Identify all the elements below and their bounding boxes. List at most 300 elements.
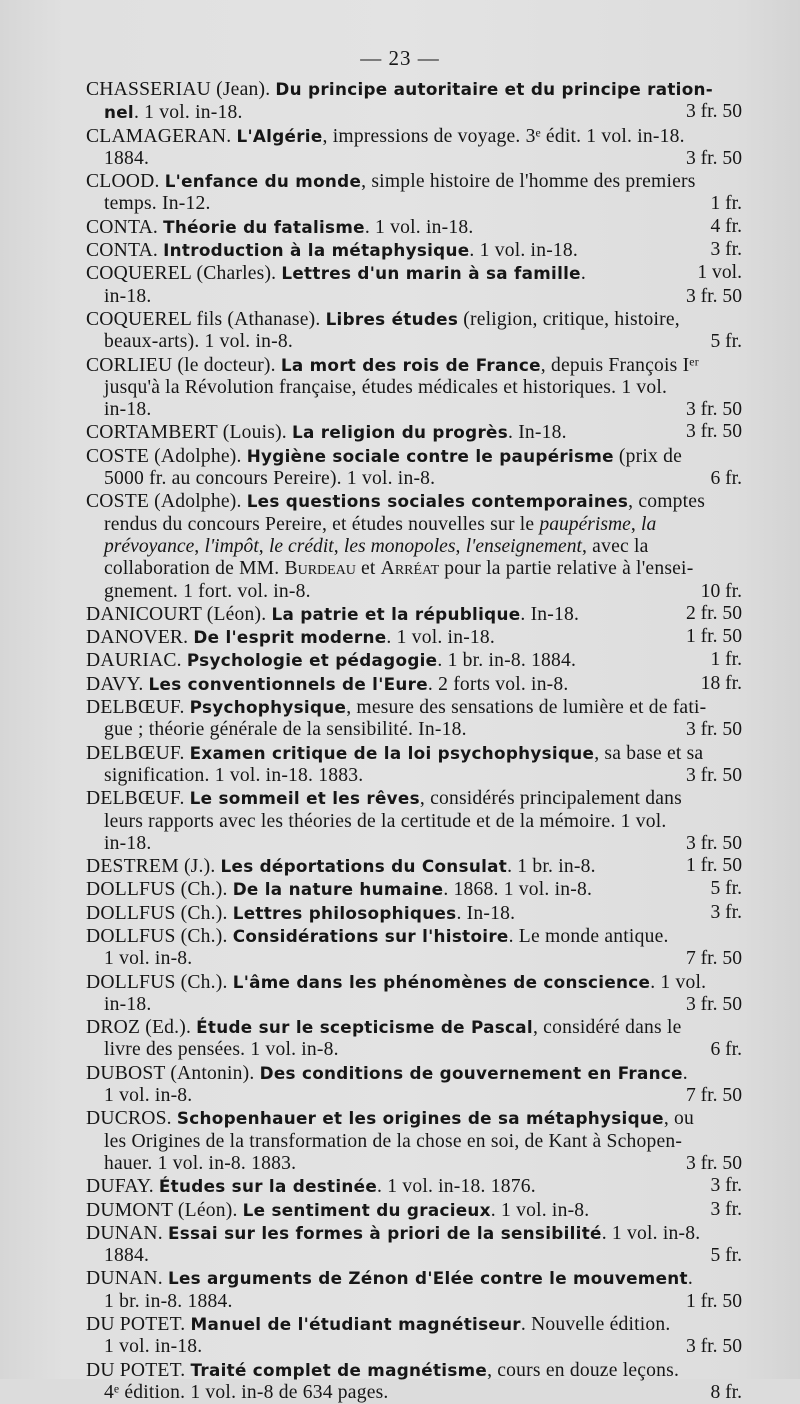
entry-detail: DOLLFUS (Ch.). xyxy=(86,902,233,924)
entry-line xyxy=(86,1153,742,1175)
catalog-entry xyxy=(86,603,742,626)
italic-text: paupérisme xyxy=(539,513,631,535)
entry-text xyxy=(104,286,151,308)
entry-line xyxy=(86,1267,742,1290)
entry-line xyxy=(86,1313,742,1336)
entry-detail: CONTA. xyxy=(86,240,164,262)
catalog-entry xyxy=(86,626,742,649)
entry-text xyxy=(86,125,685,148)
entry-detail: DUBOST (Antonin). xyxy=(86,1062,260,1084)
entry-text xyxy=(86,1175,536,1198)
price: 3 fr. xyxy=(710,901,742,923)
entry-line xyxy=(86,855,742,878)
entry-detail: , xyxy=(194,535,205,557)
entry-detail: CORLIEU (le docteur). xyxy=(86,354,281,376)
entry-detail: . In-18. xyxy=(520,603,580,625)
entry-detail: livre des pensées. 1 vol. in-8. xyxy=(104,1039,339,1061)
entry-text xyxy=(86,673,569,696)
catalog-entry xyxy=(86,170,742,216)
entry-line xyxy=(86,1291,742,1313)
catalog-entry xyxy=(86,855,742,878)
entry-detail: . 1 br. in-8. xyxy=(507,856,596,878)
entry-line xyxy=(86,1016,742,1039)
entry-detail: COSTE (Adolphe). xyxy=(86,491,247,513)
entry-detail: et xyxy=(355,558,381,580)
entry-line xyxy=(86,878,742,901)
price: 3 fr. 50 xyxy=(685,1152,742,1174)
book-title: Théorie du fatalisme xyxy=(163,216,365,237)
price: 1 fr. 50 xyxy=(685,1290,742,1312)
entry-detail: 1 br. in-8. 1884. xyxy=(104,1290,233,1312)
book-title: Le sentiment du gracieux xyxy=(242,1199,491,1220)
price: 3 fr. 50 xyxy=(685,101,742,123)
entry-detail: , xyxy=(258,535,269,557)
entry-line xyxy=(86,125,742,148)
entry-detail: . In-18. xyxy=(456,902,516,924)
catalog-entry xyxy=(86,742,742,788)
italic-text: la xyxy=(641,513,657,535)
book-title: Examen critique de la loi psychophysique xyxy=(189,742,595,763)
catalog-entry xyxy=(86,490,742,602)
italic-text: l'enseignement xyxy=(465,535,582,557)
entry-line xyxy=(86,170,742,193)
entry-detail: DUMONT (Léon). xyxy=(86,1199,243,1221)
entry-detail: 1 vol. in-8. xyxy=(104,1085,193,1107)
catalog-entry xyxy=(86,1062,742,1108)
entry-detail: , cours en douze leçons. xyxy=(487,1359,680,1381)
entry-text xyxy=(86,78,713,101)
entry-text xyxy=(86,603,579,626)
entry-line xyxy=(86,581,742,603)
price: 1 vol. xyxy=(697,262,742,284)
entry-text xyxy=(86,308,680,331)
entry-detail: DU POTET. xyxy=(86,1314,191,1336)
entry-detail: DELBŒUF. xyxy=(86,742,190,764)
price: 5 fr. xyxy=(710,1245,742,1267)
entry-line xyxy=(86,1062,742,1085)
entry-line xyxy=(86,101,742,124)
entry-detail: CORTAMBERT (Louis). xyxy=(86,422,293,444)
price: 1 fr. xyxy=(710,193,742,215)
entry-detail: signification. 1 vol. in-18. 1883. xyxy=(104,764,364,786)
entry-text xyxy=(86,742,703,765)
entry-line xyxy=(86,558,742,580)
entry-line xyxy=(86,925,742,948)
entry-text xyxy=(104,193,211,215)
book-title: Libres études xyxy=(325,308,459,329)
collaborator-name: Burdeau xyxy=(284,558,356,580)
book-title: Les arguments de Zénon d'Elée contre le mouvement xyxy=(167,1268,688,1289)
entry-detail: DOLLFUS (Ch.). xyxy=(86,925,233,947)
book-title: De l'esprit moderne xyxy=(193,627,387,648)
price: 5 fr. xyxy=(710,878,742,900)
entry-detail: , sa base et sa xyxy=(594,742,704,764)
entry-detail: CHASSERIAU (Jean). xyxy=(86,79,276,100)
entry-text xyxy=(104,377,667,399)
entry-text xyxy=(86,1062,688,1085)
price: 4 fr. xyxy=(710,215,742,237)
book-title: L'Algérie xyxy=(236,125,323,146)
entry-line xyxy=(86,1085,742,1107)
entry-text xyxy=(104,765,363,787)
price: 1 fr. xyxy=(710,649,742,671)
entry-detail: DANICOURT (Léon). xyxy=(86,603,272,625)
price: 2 fr. 50 xyxy=(685,602,742,624)
entry-detail: DANOVER. xyxy=(86,627,194,649)
entry-detail: . 1 vol. xyxy=(650,971,707,993)
entry-text xyxy=(104,468,435,490)
entry-detail: 4ᵉ édition. 1 vol. in-8 de 634 pages. xyxy=(104,1381,389,1403)
entry-text xyxy=(86,1016,682,1039)
catalog-entry xyxy=(86,216,742,239)
catalog-entry xyxy=(86,696,742,742)
entry-line xyxy=(86,833,742,855)
italic-text: l'impôt xyxy=(204,535,259,557)
book-title: Essai sur les formes à priori de la sensibilité xyxy=(167,1222,602,1243)
book-title: Hygiène sociale contre le paupérisme xyxy=(246,445,614,466)
page-number: — 23 — xyxy=(360,46,440,70)
price: 1 fr. 50 xyxy=(685,855,742,877)
entry-line xyxy=(86,1382,742,1404)
entry-detail: , considérés principalement dans xyxy=(419,788,682,810)
book-title: Du principe autoritaire et du principe ration- xyxy=(275,79,714,99)
entry-line xyxy=(86,308,742,331)
price: 3 fr. 50 xyxy=(685,399,742,421)
price: 18 fr. xyxy=(700,672,742,694)
catalog-entry xyxy=(86,878,742,901)
entry-line xyxy=(86,1131,742,1153)
book-title: Les déportations du Consulat xyxy=(220,856,508,877)
entry-detail: jusqu'à la Révolution française, études médicales et historiques. 1 vol. xyxy=(104,376,668,398)
entry-detail: DOLLFUS (Ch.). xyxy=(86,879,233,901)
entry-line xyxy=(86,239,742,262)
italic-text: prévoyance xyxy=(104,535,195,557)
entry-detail: DAVY. xyxy=(86,673,149,695)
entry-detail: gnement. 1 fort. vol. in-8. xyxy=(104,580,311,602)
entry-detail: temps. In-12. xyxy=(104,193,211,215)
price: 3 fr. 50 xyxy=(685,285,742,307)
entry-detail: . 1 vol. in-18. xyxy=(133,102,243,124)
entry-detail: DUCROS. xyxy=(86,1108,177,1130)
entry-text xyxy=(86,170,696,193)
entry-text xyxy=(104,1131,682,1153)
entry-line xyxy=(86,445,742,468)
book-title: La religion du progrès xyxy=(292,422,508,443)
entry-detail: . 1 vol. in-8. xyxy=(601,1222,701,1244)
entry-detail: DUNAN. xyxy=(86,1222,168,1244)
book-title: Lettres philosophiques xyxy=(232,902,457,923)
entry-detail: , xyxy=(333,535,344,557)
entry-line xyxy=(86,331,742,353)
entry-text xyxy=(86,239,578,262)
entry-text xyxy=(104,101,243,124)
book-title: Lettres d'un marin à sa famille xyxy=(281,263,581,284)
entry-detail: , depuis François Iᵉʳ xyxy=(540,354,700,376)
entry-line xyxy=(86,902,742,925)
entry-line xyxy=(86,971,742,994)
entry-text xyxy=(104,1382,389,1404)
entry-detail: . In-18. xyxy=(508,422,567,444)
italic-text: les monopoles xyxy=(343,535,456,557)
entry-line xyxy=(86,1222,742,1245)
entry-text xyxy=(104,536,649,558)
entry-text xyxy=(104,331,293,353)
catalog-entry xyxy=(86,125,742,171)
entry-detail: COSTE (Adolphe). xyxy=(86,445,247,467)
catalog-entry xyxy=(86,787,742,855)
entry-detail: 1884. xyxy=(104,1245,150,1267)
price: 3 fr. xyxy=(710,1175,742,1197)
price: 3 fr. 50 xyxy=(685,832,742,854)
catalog-entry xyxy=(86,445,742,491)
catalog-entry xyxy=(86,239,742,262)
entry-detail: , considéré dans le xyxy=(532,1017,682,1039)
entry-line xyxy=(86,1199,742,1222)
price: 3 fr. 50 xyxy=(685,1336,742,1358)
entry-detail: . 1 vol. in-18. xyxy=(386,627,496,649)
book-title: Le sommeil et les rêves xyxy=(189,788,420,809)
price: 3 fr. 50 xyxy=(685,719,742,741)
entry-detail: DOLLFUS (Ch.). xyxy=(86,971,233,993)
book-title: Traité complet de magnétisme xyxy=(190,1359,488,1380)
entry-line xyxy=(86,742,742,765)
entry-text xyxy=(104,558,693,580)
book-title: Psychophysique xyxy=(189,697,347,718)
entry-text xyxy=(104,833,151,855)
catalog-entry xyxy=(86,308,742,354)
entry-line xyxy=(86,1336,742,1358)
price: 5 fr. xyxy=(710,331,742,353)
entry-detail: . 1 br. in-8. 1884. xyxy=(437,650,577,672)
entry-text xyxy=(86,354,699,377)
entry-line xyxy=(86,765,742,787)
book-title: Manuel de l'étudiant magnétiseur xyxy=(190,1314,521,1335)
entry-detail: beaux-arts). 1 vol. in-8. xyxy=(104,331,293,353)
entry-detail: pour la partie relative à l'ensei- xyxy=(439,558,694,580)
entry-detail: . Le monde antique. xyxy=(508,925,669,947)
book-title: Schopenhauer et les origines de sa métaphysique xyxy=(176,1108,664,1129)
entry-detail: rendus du concours Pereire, et études nouvelles sur le xyxy=(104,513,540,535)
entry-line xyxy=(86,1039,742,1061)
entry-detail: DESTREM (J.). xyxy=(86,856,221,878)
entry-text xyxy=(86,1199,589,1222)
entry-text xyxy=(86,445,682,468)
book-title: nel xyxy=(104,102,134,123)
entry-line xyxy=(86,78,742,101)
entry-detail: 1 vol. in-18. xyxy=(104,1336,203,1358)
entry-detail: , mesure des sensations de lumière et de fati- xyxy=(346,697,707,719)
price: 3 fr. 50 xyxy=(685,147,742,169)
entry-detail: in-18. xyxy=(104,993,152,1015)
price: 7 fr. 50 xyxy=(685,1085,742,1107)
entry-detail: DELBŒUF. xyxy=(86,788,190,810)
entry-text xyxy=(86,902,515,925)
catalog-entry xyxy=(86,421,742,444)
entry-text xyxy=(104,1085,192,1107)
entry-detail: DUNAN. xyxy=(86,1268,168,1290)
entry-line xyxy=(86,468,742,490)
entry-line xyxy=(86,354,742,377)
entry-line xyxy=(86,1107,742,1130)
entry-detail: , simple histoire de l'homme des premiers xyxy=(361,171,696,193)
book-title: Études sur la destinée xyxy=(158,1176,378,1197)
entry-detail: . 1868. 1 vol. in-8. xyxy=(443,879,593,901)
entry-text xyxy=(86,696,706,719)
entry-line xyxy=(86,490,742,513)
entry-detail: les Origines de la transformation de la chose en soi, de Kant à Schopen- xyxy=(104,1130,683,1152)
entry-detail: DROZ (Ed.). xyxy=(86,1017,197,1039)
entry-detail: CLAMAGERAN. xyxy=(86,125,237,147)
entry-detail: COQUEREL (Charles). xyxy=(86,263,282,285)
entry-line xyxy=(86,603,742,626)
entry-detail: 1 vol. in-8. xyxy=(104,948,193,970)
book-title: Considérations sur l'histoire xyxy=(232,925,509,946)
catalog-entry xyxy=(86,649,742,672)
entry-text xyxy=(104,1153,296,1175)
entry-text xyxy=(104,994,151,1016)
entry-text xyxy=(86,421,567,444)
book-title: Les conventionnels de l'Eure xyxy=(148,673,428,694)
price: 3 fr. 50 xyxy=(685,993,742,1015)
italic-text: le crédit xyxy=(268,535,334,557)
entry-line xyxy=(86,719,742,741)
entry-text xyxy=(86,1313,671,1336)
catalog-entry xyxy=(86,673,742,696)
entry-text xyxy=(86,855,596,878)
catalog-entry xyxy=(86,1267,742,1313)
entry-line xyxy=(86,421,742,444)
catalog-entry xyxy=(86,1359,742,1404)
entry-text xyxy=(104,719,467,741)
entry-detail: collaboration de MM. xyxy=(104,558,285,580)
price: 3 fr. 50 xyxy=(685,421,742,443)
entry-line xyxy=(86,811,742,833)
entry-detail: in-18. xyxy=(104,285,152,307)
entry-detail: . 1 vol. in-18. xyxy=(364,216,474,238)
entry-line xyxy=(86,673,742,696)
entry-detail: DELBŒUF. xyxy=(86,697,190,719)
entry-detail: DUFAY. xyxy=(86,1176,159,1198)
entry-line xyxy=(86,649,742,672)
entry-detail: . 1 vol. in-18. xyxy=(469,240,579,262)
price: 6 fr. xyxy=(710,468,742,490)
entry-detail: hauer. 1 vol. in-8. 1883. xyxy=(104,1152,297,1174)
entry-detail: , xyxy=(455,535,466,557)
entry-text xyxy=(86,1267,693,1290)
entry-text xyxy=(86,262,586,285)
entry-text xyxy=(86,878,592,901)
entry-line xyxy=(86,787,742,810)
entry-detail: gue ; théorie générale de la sensibilité. In-18. xyxy=(104,719,467,741)
entry-detail: in-18. xyxy=(104,399,152,421)
price: 10 fr. xyxy=(700,580,742,602)
entry-text xyxy=(104,514,656,536)
entry-detail: . 1 vol. in-18. 1876. xyxy=(377,1176,536,1198)
entry-detail: DU POTET. xyxy=(86,1359,191,1381)
entry-text xyxy=(86,626,495,649)
price: 1 fr. 50 xyxy=(685,626,742,648)
entry-line xyxy=(86,193,742,215)
entry-text xyxy=(104,811,666,833)
entry-text xyxy=(104,399,151,421)
entry-detail: , impressions de voyage. 3ᵉ édit. 1 vol. in-18. xyxy=(322,125,685,147)
price: 7 fr. 50 xyxy=(685,948,742,970)
entry-line xyxy=(86,262,742,285)
book-title: Les questions sociales contemporaines xyxy=(246,491,629,512)
catalog-entry xyxy=(86,1175,742,1198)
book-title: L'âme dans les phénomènes de conscience xyxy=(232,971,651,992)
entry-detail: (religion, critique, histoire, xyxy=(458,308,680,330)
entry-detail: . xyxy=(682,1062,688,1084)
entry-text xyxy=(104,581,311,603)
entry-detail: 1884. xyxy=(104,147,150,169)
book-title: De la nature humaine xyxy=(232,879,444,900)
entry-detail: , ou xyxy=(663,1108,695,1130)
book-title: La mort des rois de France xyxy=(280,354,541,375)
catalog-entries xyxy=(86,78,742,1404)
entry-detail: leurs rapports avec les théories de la certitude et de la mémoire. 1 vol. xyxy=(104,810,667,832)
entry-line xyxy=(86,399,742,421)
entry-detail: COQUEREL fils (Athanase). xyxy=(86,308,326,330)
entry-text xyxy=(86,925,669,948)
price: 3 fr. xyxy=(710,239,742,261)
entry-text xyxy=(104,1336,202,1358)
price: 6 fr. xyxy=(710,1039,742,1061)
book-title: Introduction à la métaphysique xyxy=(163,240,470,261)
entry-detail: DAURIAC. xyxy=(86,650,187,672)
catalog-entry xyxy=(86,925,742,971)
catalog-entry xyxy=(86,354,742,422)
entry-detail: , comptes xyxy=(628,491,706,513)
entry-line xyxy=(86,148,742,170)
book-title: Des conditions de gouvernement en France xyxy=(259,1062,683,1083)
entry-text xyxy=(86,490,705,513)
catalog-entry xyxy=(86,1199,742,1222)
book-title: Étude sur le scepticisme de Pascal xyxy=(196,1017,533,1038)
price: 3 fr. xyxy=(710,1198,742,1220)
entry-detail: , xyxy=(630,513,642,535)
entry-text xyxy=(104,1245,149,1267)
entry-detail: 5000 fr. au concours Pereire). 1 vol. in-8. xyxy=(104,468,436,490)
entry-text xyxy=(104,1291,233,1313)
entry-detail: . 1 vol. in-8. xyxy=(490,1199,590,1221)
entry-line xyxy=(86,377,742,399)
entry-text xyxy=(86,971,706,994)
catalog-entry xyxy=(86,1313,742,1359)
entry-line xyxy=(86,696,742,719)
entry-detail: CLOOD. xyxy=(86,171,165,193)
entry-detail: . 2 forts vol. in-8. xyxy=(427,673,569,695)
entry-text xyxy=(86,1359,679,1382)
entry-detail: . xyxy=(580,263,586,285)
entry-line xyxy=(86,626,742,649)
catalog-entry xyxy=(86,1107,742,1175)
catalog-entry xyxy=(86,971,742,1017)
entry-detail: in-18. xyxy=(104,832,152,854)
entry-line xyxy=(86,948,742,970)
catalog-entry xyxy=(86,1016,742,1062)
entry-text xyxy=(104,948,192,970)
entry-line xyxy=(86,286,742,308)
entry-detail: CONTA. xyxy=(86,216,164,238)
entry-text xyxy=(86,1107,694,1130)
catalog-entry xyxy=(86,1222,742,1268)
entry-text xyxy=(86,787,682,810)
entry-line xyxy=(86,514,742,536)
entry-detail: . xyxy=(687,1268,693,1290)
entry-text xyxy=(104,148,149,170)
entry-detail: (prix de xyxy=(613,445,682,467)
